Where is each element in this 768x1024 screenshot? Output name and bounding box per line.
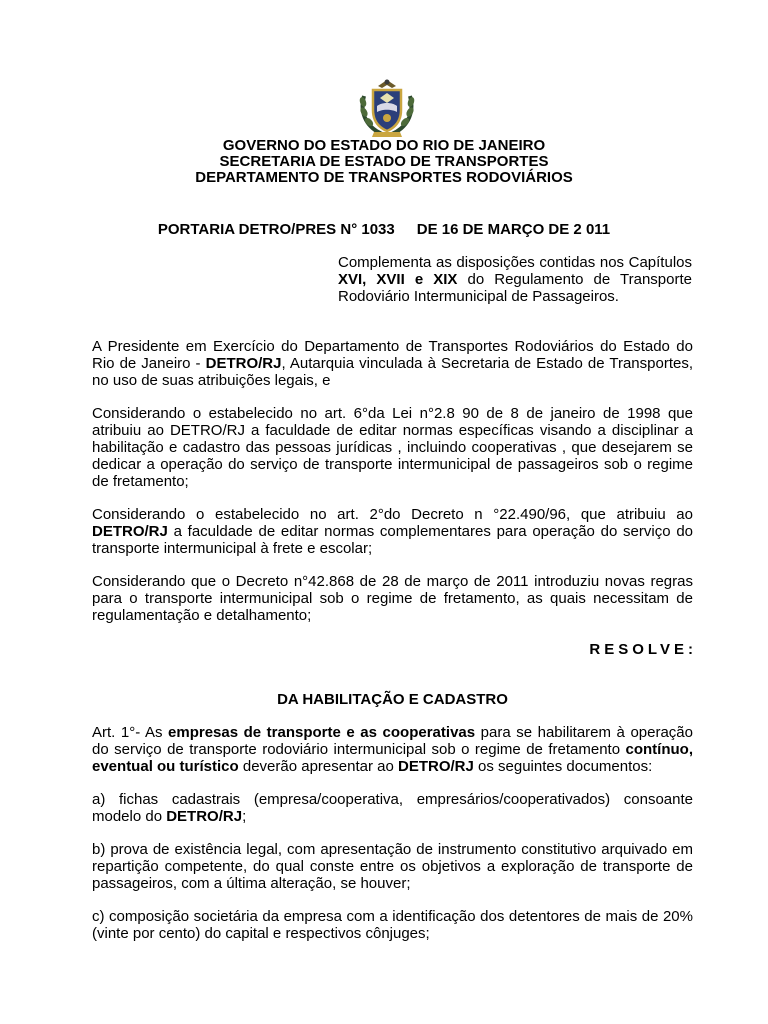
article-1-text-2: para se habilitarem à operação do serviço de transporte rodoviário intermunicipal sob o regime de fretamento (92, 724, 693, 758)
item-a-end: ; (242, 808, 247, 825)
considerando-2-agency: DETRO/RJ (92, 523, 168, 540)
considerando-1: Considerando o estabelecido no art. 6°da Lei n°2.8 90 de 8 de janeiro de 1998 que atribuiu ao DETRO/RJ a faculdade de editar normas específicas visando a disciplinar a habilitação e cadastro das pessoas jurídicas , incluindo cooperativas , que desejarem se dedicar a operação do serviço de transporte intermunicipal de passageiros sob o regime de fretamento; (92, 405, 693, 490)
article-1-agency: DETRO/RJ (397, 758, 474, 775)
header-department: DEPARTAMENTO DE TRANSPORTES RODOVIÁRIOS (195, 169, 573, 186)
portaria-date: DE 16 DE MARÇO DE 2 011 (416, 221, 611, 238)
article-1-regimes: contínuo, eventual ou turístico (92, 741, 693, 775)
item-a-text: a) fichas cadastrais (empresa/cooperativa, empresários/cooperativados) consoante modelo do (92, 791, 693, 825)
intro-text-end: , Autarquia vinculada à Secretaria de Estado de Transportes, no uso de suas atribuições legais, e (92, 355, 693, 389)
intro-agency: DETRO/RJ (205, 355, 282, 372)
resolve-heading: RESOLVE: (589, 641, 697, 658)
document-header (0, 138, 768, 186)
intro-text: A Presidente em Exercício do Departamento de Transportes Rodoviários do Estado do Rio de Janeiro - (92, 338, 693, 372)
considerando-2-text: Considerando o estabelecido no art. 2°do Decreto n °22.490/96, que atribuiu ao (92, 506, 693, 523)
article-1-subjects: empresas de transporte e as cooperativas (168, 724, 476, 741)
ementa-text: Complementa as disposições contidas nos Capítulos (338, 254, 692, 271)
considerando-2 (92, 506, 693, 557)
ementa-text-end: do Regulamento de Transporte Rodoviário Intermunicipal de Passageiros. (338, 271, 692, 305)
portaria-number: PORTARIA DETRO/PRES N° 1033 (157, 221, 395, 238)
article-1 (92, 724, 693, 775)
considerando-2-text-end: a faculdade de editar normas complementares para operação do serviço do transporte intermunicipal à frete e escolar; (92, 523, 693, 557)
item-c: c) composição societária da empresa com a identificação dos detentores de mais de 20% (vinte por cento) do capital e respectivos cônjuges; (92, 908, 693, 942)
item-a (92, 791, 693, 825)
intro-paragraph (92, 338, 693, 389)
document-body (92, 338, 697, 942)
portaria-title (0, 221, 768, 238)
ementa-chapters: XVI, XVII e XIX (338, 271, 458, 288)
coat-of-arms-icon (356, 76, 418, 140)
header-government: GOVERNO DO ESTADO DO RIO DE JANEIRO (222, 137, 546, 154)
article-1-text: Art. 1°- As (92, 724, 169, 741)
ementa-paragraph (338, 254, 692, 305)
section-title: DA HABILITAÇÃO E CADASTRO (277, 691, 508, 708)
item-b: b) prova de existência legal, com apresentação de instrumento constitutivo arquivado em repartição competente, do qual conste entre os objetivos a exploração de transporte de passageiros, com a última alteração, se houver; (92, 841, 693, 892)
item-a-agency: DETRO/RJ (166, 808, 243, 825)
header-secretariat: SECRETARIA DE ESTADO DE TRANSPORTES (219, 153, 549, 170)
considerando-3: Considerando que o Decreto n°42.868 de 28 de março de 2011 introduziu novas regras para o transporte intermunicipal sob o regime de fretamento, as quais necessitam de regulamentação e detalhamento; (92, 573, 693, 624)
article-1-text-3: deverão apresentar ao (238, 758, 398, 775)
article-1-text-4: os seguintes documentos: (473, 758, 653, 775)
